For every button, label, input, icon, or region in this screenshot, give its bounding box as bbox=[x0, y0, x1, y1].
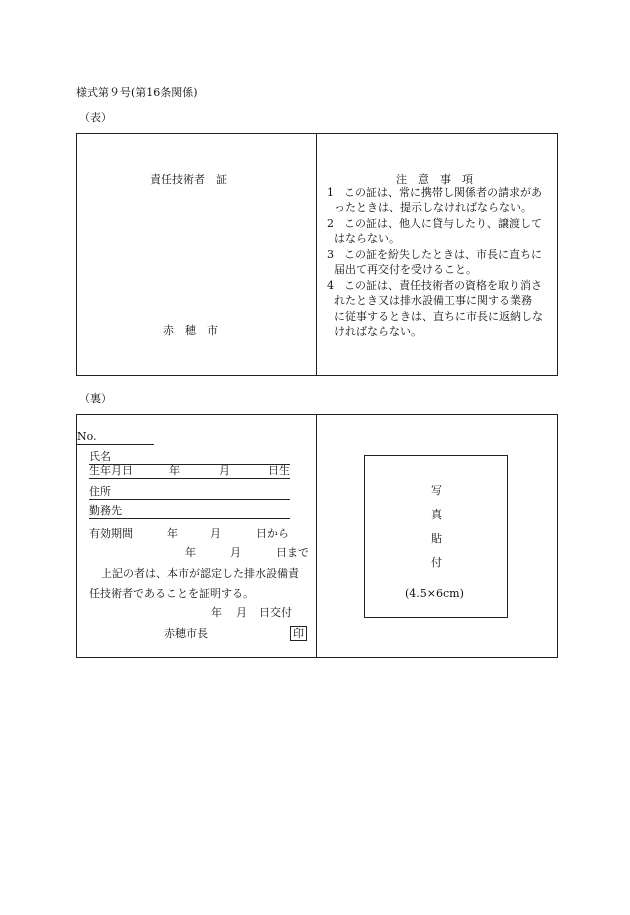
validity-label: 有効期間 bbox=[89, 527, 133, 540]
photo-char: 貼 bbox=[431, 532, 442, 545]
note-line: この証を紛失したときは、市長に直ちに bbox=[344, 248, 542, 261]
notes-title: 注 意 事 項 bbox=[396, 173, 473, 186]
dob-month: 月 bbox=[219, 464, 230, 477]
issue-month: 月 bbox=[236, 606, 247, 619]
note-number: 2 bbox=[327, 217, 334, 230]
statement-line: 任技術者であることを証明する。 bbox=[89, 587, 254, 600]
address-field[interactable] bbox=[89, 485, 290, 500]
statement-line: 上記の者は、本市が認定した排水設備責 bbox=[101, 567, 299, 580]
dob-year: 年 bbox=[169, 464, 180, 477]
note-line: この証は、責任技術者の資格を取り消さ bbox=[344, 279, 542, 292]
seal-mark: 印 bbox=[290, 626, 307, 641]
front-side-label: （表） bbox=[79, 111, 112, 124]
validity-month: 月 bbox=[210, 527, 221, 540]
note-line: に従事するときは、直ちに市長に返納しな bbox=[334, 310, 543, 323]
name-field[interactable] bbox=[89, 450, 290, 465]
back-divider bbox=[316, 414, 317, 658]
number-label: No. bbox=[77, 430, 97, 443]
photo-char: 写 bbox=[431, 484, 442, 497]
note-line: この証は、他人に貸与したり、譲渡して bbox=[344, 217, 542, 230]
note-line: この証は、常に携帯し関係者の請求があ bbox=[344, 186, 542, 199]
issue-year: 年 bbox=[211, 606, 222, 619]
form-heading: 様式第９号(第16条関係) bbox=[76, 86, 198, 99]
photo-char: 真 bbox=[431, 508, 442, 521]
note-number: 4 bbox=[327, 279, 334, 292]
address-label: 住所 bbox=[89, 485, 111, 498]
cert-title: 責任技術者 証 bbox=[150, 173, 227, 186]
dob-day: 日生 bbox=[268, 464, 290, 477]
workplace-field[interactable] bbox=[89, 504, 290, 519]
back-side-label: （裏） bbox=[79, 392, 112, 405]
dob-field[interactable] bbox=[89, 464, 290, 479]
validity-month-2: 月 bbox=[230, 546, 241, 559]
note-line: はならない。 bbox=[334, 232, 400, 245]
number-field[interactable] bbox=[77, 430, 154, 445]
note-number: 1 bbox=[327, 186, 334, 199]
dob-label: 生年月日 bbox=[89, 464, 133, 477]
mayor-title: 赤穂市長 bbox=[164, 627, 208, 640]
note-line: ったときは、提示しなければならない。 bbox=[334, 201, 532, 214]
front-divider bbox=[316, 133, 317, 376]
validity-until: 日まで bbox=[276, 546, 309, 559]
validity-year: 年 bbox=[167, 527, 178, 540]
note-number: 3 bbox=[327, 248, 334, 261]
note-line: れたとき又は排水設備工事に関する業務 bbox=[334, 294, 532, 307]
validity-from: 日から bbox=[256, 527, 289, 540]
note-line: ければならない。 bbox=[334, 325, 422, 338]
validity-year-2: 年 bbox=[185, 546, 196, 559]
issue-day: 日交付 bbox=[259, 606, 292, 619]
issuer-city: 赤 穂 市 bbox=[163, 324, 218, 337]
photo-char: 付 bbox=[431, 556, 442, 569]
name-label: 氏名 bbox=[89, 450, 111, 463]
note-line: 届出て再交付を受けること。 bbox=[334, 263, 477, 276]
workplace-label: 勤務先 bbox=[89, 504, 122, 517]
photo-size: (4.5×6cm) bbox=[405, 587, 464, 600]
